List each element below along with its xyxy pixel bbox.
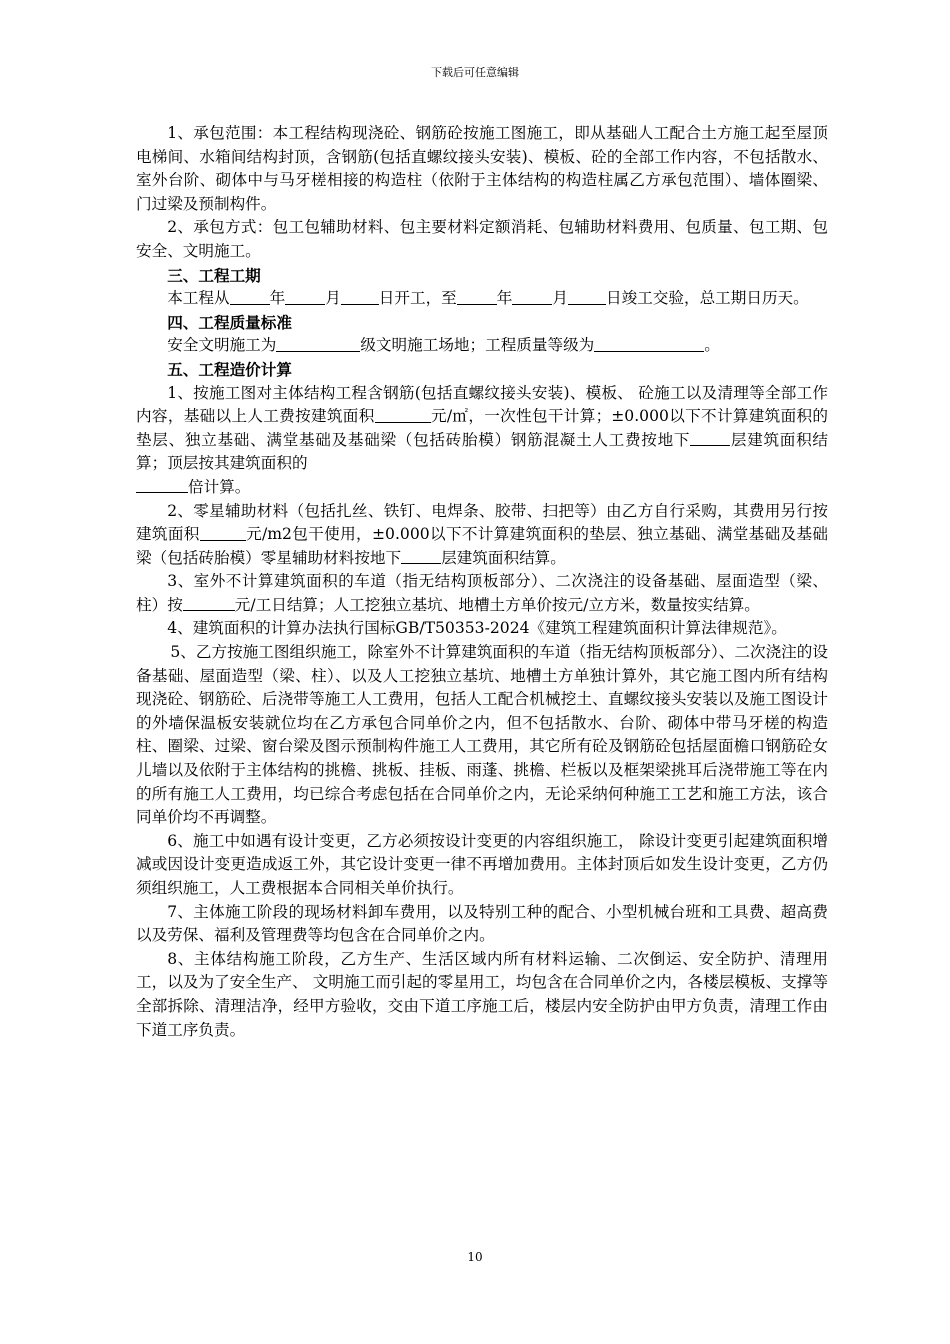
page-header: 下载后可任意编辑 [431, 66, 519, 79]
paragraph-schedule: 本工程从 年 月 日开工，至 年 月 日竣工交验，总工期日历天。 [167, 289, 809, 308]
blank-field [594, 335, 704, 352]
paragraph-cost-8: 8、主体结构施工阶段，乙方生产、生活区域内所有材料运输、二次倒运、安全防护、清理用工，以及为了安全生产、 文明施工而引起的零星用工，均包含在合同单价之内，各楼层模板、支撑等全部拆除、清理洁净，经甲方验收，交由下道工序施工后，楼层内安全防护由甲方负责，清理工作由下道工序负责。 [136, 949, 828, 1039]
blank-field [375, 406, 431, 423]
document-body [136, 122, 828, 1042]
blank-field [136, 477, 188, 494]
paragraph-scope: 1、承包范围：本工程结构现浇砼、钢筋砼按施工图施工，即从基础人工配合土方施工起至屋顶电梯间、水箱间结构封顶，含钢筋(包括直螺纹接头安装)、模板、砼的全部工作内容，不包括散水、室外台阶、砌体中与马牙槎相接的构造柱（依附于主体结构的构造柱属乙方承包范围）、墙体圈梁、门过梁及预制构件。 [136, 124, 828, 213]
blank-field [568, 288, 606, 305]
section-heading-cost: 五、工程造价计算 [167, 359, 292, 379]
blank-field [183, 595, 235, 612]
paragraph-cost-5: 5、乙方按施工图组织施工，除室外不计算建筑面积的车道（指无结构顶板部分）、二次浇注的设备基础、屋面造型（梁、柱）、以及人工挖独立基坑、地槽土方单独计算外，其它施工图内所有结构现浇砼、钢筋砼、后浇带等施工人工费用，包括人工配合机械挖土、直螺纹接头安装以及施工图设计的外墙保温板安装就位均在乙方承包合同单价之内，但不包括散水、台阶、砌体中带马牙槎的构造柱、圈梁、过梁、窗台梁及图示预制构件施工人工费用，其它所有砼及钢筋砼包括屋面檐口钢筋砼女儿墙以及依附于主体结构的挑檐、挑板、挂板、雨蓬、挑檐、栏板以及框架梁挑耳后浇带施工等在内的所有施工人工费用，均已综合考虑包括在合同单价之内，无论采纳何种施工工艺和施工方法，该合同单价均不再调整。 [136, 643, 828, 827]
blank-field [230, 288, 270, 305]
page-number: 10 [467, 1250, 483, 1264]
paragraph-method: 2、承包方式：包工包辅助材料、包主要材料定额消耗、包辅助材料费用、包质量、包工期、包安全、文明施工。 [136, 218, 828, 260]
paragraph-cost-6: 6、施工中如遇有设计变更，乙方必须按设计变更的内容组织施工， 除设计变更引起建筑面积增减或因设计变更造成返工外，其它设计变更一律不再增加费用。主体封顶后如发生设计变更，乙方仍须组织施工，人工费根据本合同相关单价执行。 [136, 831, 828, 897]
blank-field [401, 548, 441, 565]
blank-field [690, 430, 730, 447]
blank-field [341, 288, 379, 305]
paragraph-cost-3: 3、室外不计算建筑面积的车道（指无结构顶板部分）、二次浇注的设备基础、屋面造型（梁、柱）按 元/工日结算；人工挖独立基坑、地槽土方单价按元/立方米，数量按实结算。 [136, 572, 828, 614]
paragraph-cost-2: 2、零星辅助材料（包括扎丝、铁钉、电焊条、胶带、扫把等）由乙方自行采购，其费用另行按建筑面积 元/m2包干使用，±0.000以下不计算建筑面积的垫层、独立基础、满堂基础及基础梁（包括砖胎模）零星辅助材料按地下 层建筑面积结算。 [136, 501, 828, 567]
paragraph-cost-1: 1、按施工图对主体结构工程含钢筋(包括直螺纹接头安装)、模板、 砼施工以及清理等全部工作内容，基础以上人工费按建筑面积 元/㎡，一次性包干计算；±0.000以下不计算建筑面积的垫层、独立基础、满堂基础及基础梁（包括砖胎模）钢筋混凝土人工费按地下 层建筑面积结算；顶层按其建筑面积的 倍计算。 [136, 383, 828, 496]
blank-field [285, 288, 325, 305]
paragraph-cost-4: 4、建筑面积的计算办法执行国标GB/T50353-2024《建筑工程建筑面积计算法律规范》。 [167, 619, 787, 638]
paragraph-cost-7: 7、主体施工阶段的现场材料卸车费用，以及特别工种的配合、小型机械台班和工具费、超高费以及劳保、福利及管理费等均包含在合同单价之内。 [136, 902, 828, 945]
blank-field [457, 288, 497, 305]
blank-field [200, 524, 246, 541]
section-heading-schedule: 三、工程工期 [167, 265, 261, 285]
blank-field [512, 288, 552, 305]
section-heading-quality: 四、工程质量标准 [167, 312, 292, 332]
paragraph-quality: 安全文明施工为 级文明施工场地；工程质量等级为 。 [167, 336, 720, 355]
blank-field [276, 335, 360, 352]
